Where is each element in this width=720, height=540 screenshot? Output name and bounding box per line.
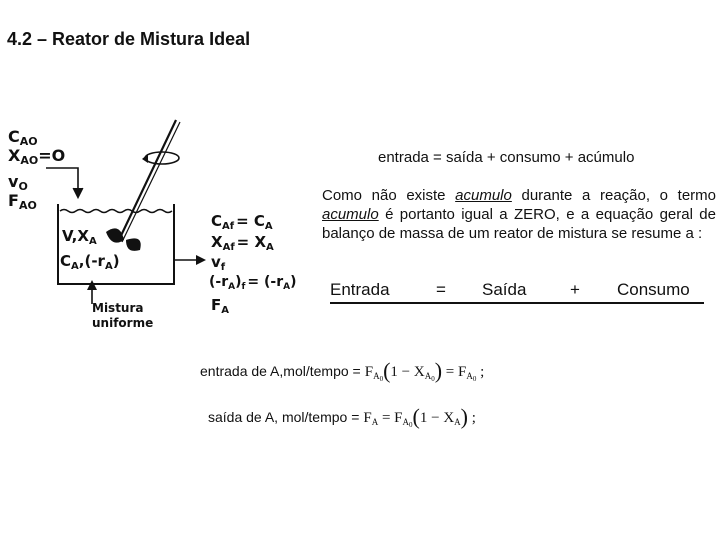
outlet-vf: $v_f$ [211, 253, 226, 273]
explanation-paragraph [322, 186, 716, 243]
formula-saida [208, 402, 476, 428]
balance-saida: Saída [482, 280, 527, 299]
outlet-rate: $(-r_A)_f = (-r_A)$ [209, 274, 297, 292]
inlet-fao: FAO [8, 191, 37, 212]
outlet-arrowhead [196, 255, 206, 265]
cstr-diagram [6, 114, 310, 336]
stirrer-shaft [118, 120, 176, 242]
formula-saida-label: saída de A, mol/tempo = [208, 409, 360, 425]
balance-consumo: Consumo [617, 280, 690, 299]
inlet-arrowhead [73, 188, 83, 198]
outlet-xaf: $X_{Af} = X_A$ [211, 233, 274, 253]
para-accent-2: acumulo [322, 206, 379, 223]
balance-equals: = [436, 280, 446, 299]
inlet-cao: CAO [8, 127, 38, 148]
para-text-2: durante a reação, o termo [511, 187, 716, 204]
outlet-fa: $F_A$ [211, 296, 229, 316]
formula-entrada-expr: $F_{A0}(1 - X_{A0}) = F_{A0}$ ; [364, 358, 485, 383]
page-title: 4.2 – Reator de Mistura Ideal [7, 29, 251, 49]
formula-saida-expr: $F_A = F_{A0}(1 - X_A)$ ; [363, 404, 476, 429]
balance-words: entrada = saída + consumo + acúmulo [378, 149, 635, 166]
para-text-3: é portanto igual a ZERO, e a equação geral de balanço de massa de um reator de mistura se resume a : [322, 206, 716, 242]
rotation-arrowhead [142, 154, 148, 163]
balance-underline [330, 302, 704, 304]
formula-entrada-label: entrada de A,mol/tempo = [200, 363, 361, 379]
mix-label-2: uniforme [92, 316, 154, 330]
inside-volume: $V,X_A$ [62, 227, 97, 247]
formula-entrada [200, 356, 484, 382]
inlet-vo: vO [8, 172, 28, 193]
para-text-1: Como não existe [322, 187, 456, 204]
impeller-blade-right [126, 238, 141, 251]
liquid-surface [60, 210, 172, 213]
stirrer-shaft-edge [122, 122, 180, 242]
para-accent-1: acumulo [455, 187, 512, 204]
reactor-sketch [6, 114, 310, 336]
mix-label-1: Mistura [92, 301, 144, 315]
balance-entrada: Entrada [330, 280, 390, 299]
impeller-blade-left [106, 228, 124, 242]
balance-plus: + [570, 280, 580, 299]
inside-concentration: $C_A,(-r_A)$ [60, 252, 120, 272]
outlet-caf: $C_{Af} = C_A$ [211, 212, 273, 232]
balance-equation [330, 280, 708, 302]
inlet-xao: XAO=O [8, 146, 66, 167]
